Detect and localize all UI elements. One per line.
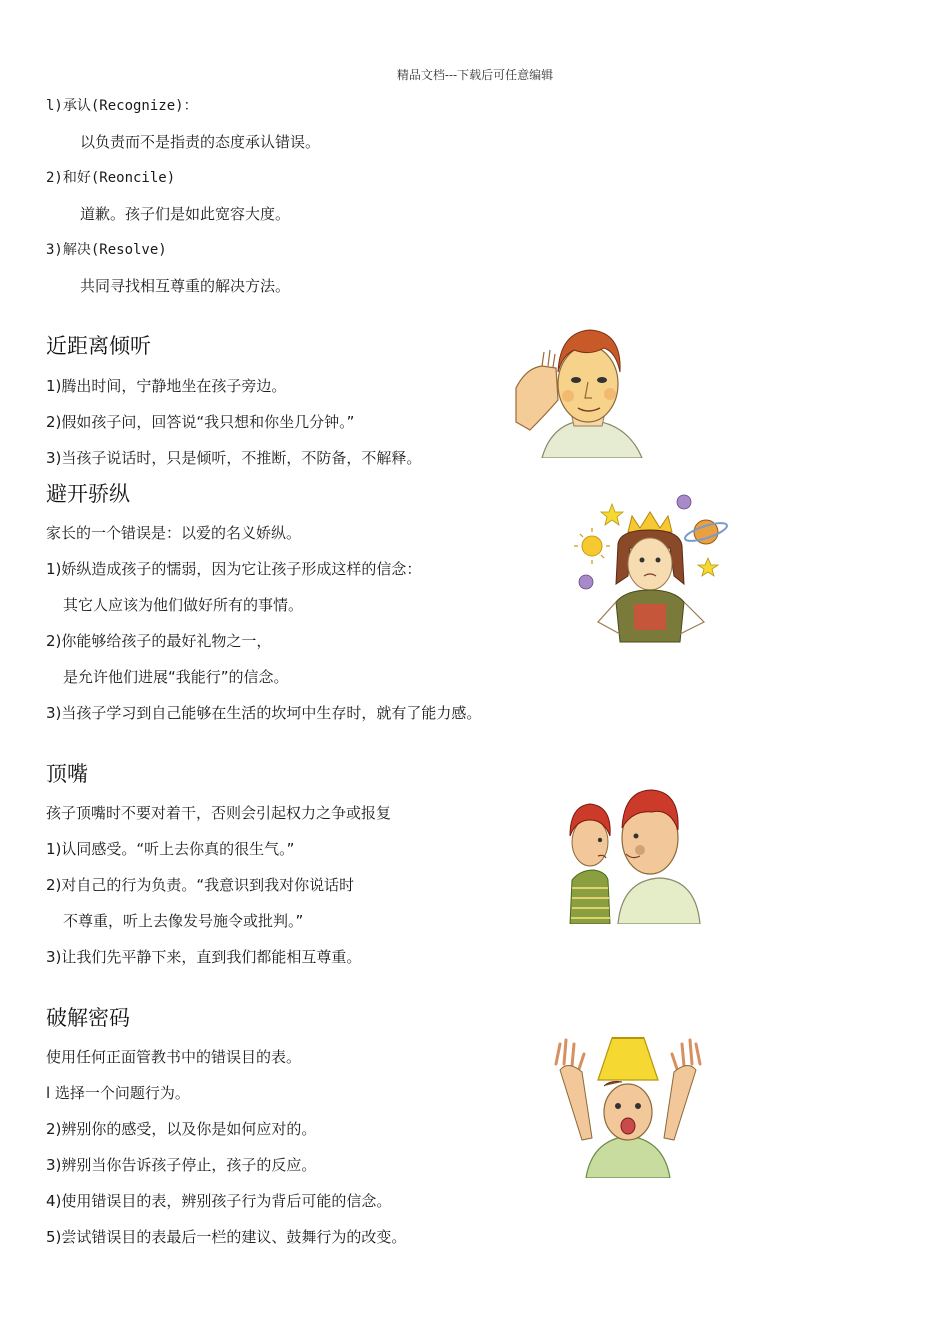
code-line: 2)辨别你的感受，以及你是如何应对的。 <box>46 1120 317 1138</box>
heading-backtalk: 顶嘴 <box>46 762 88 786</box>
listening-line: 1)腾出时间，宁静地坐在孩子旁边。 <box>46 377 287 395</box>
heading-code: 破解密码 <box>46 1006 130 1030</box>
spoiling-line: 3)当孩子学习到自己能够在生活的坎坷中生存时，就有了能力感。 <box>46 704 482 722</box>
intro-item1-desc: 以负责而不是指责的态度承认错误。 <box>80 133 321 151</box>
lampshade-child-illustration <box>552 1030 704 1178</box>
crowned-child-illustration <box>566 492 736 654</box>
backtalk-line: 不尊重，听上去像发号施令或批判。” <box>63 912 304 930</box>
watermark: 精品文档---下载后可任意编辑 <box>396 68 554 82</box>
child-and-father-illustration <box>560 784 704 924</box>
backtalk-line: 3)让我们先平静下来，直到我们都能相互尊重。 <box>46 948 362 966</box>
listening-line: 3)当孩子说话时，只是倾听，不推断，不防备，不解释。 <box>46 449 422 467</box>
spoiling-line: 其它人应该为他们做好所有的事情。 <box>63 596 304 614</box>
backtalk-line: 孩子顶嘴时不要对着干，否则会引起权力之争或报复 <box>46 804 392 822</box>
spoiling-line: 是允许他们进展“我能行”的信念。 <box>63 668 289 686</box>
spoiling-line: 家长的一个错误是：以爱的名义娇纵。 <box>46 524 302 542</box>
code-line: 3)辨别当你告诉孩子停止，孩子的反应。 <box>46 1156 317 1174</box>
code-line: 使用任何正面管教书中的错误目的表。 <box>46 1048 302 1066</box>
backtalk-line: 2)对自己的行为负责。“我意识到我对你说话时 <box>46 876 355 894</box>
spoiling-line: 1)娇纵造成孩子的懦弱，因为它让孩子形成这样的信念： <box>46 560 422 578</box>
intro-item2-desc: 道歉。孩子们是如此宽容大度。 <box>80 205 291 223</box>
code-line: l 选择一个问题行为。 <box>46 1084 190 1102</box>
code-line: 4)使用错误目的表，辨别孩子行为背后可能的信念。 <box>46 1192 392 1210</box>
intro-item3-title: 3)解决(Resolve) <box>46 242 167 258</box>
intro-item2-title: 2)和好(Reoncile) <box>46 170 176 186</box>
heading-spoiling: 避开骄纵 <box>46 482 130 506</box>
intro-item1-title: l)承认(Recognize)： <box>46 98 198 114</box>
code-line: 5)尝试错误目的表最后一栏的建议、鼓舞行为的改变。 <box>46 1228 407 1246</box>
heading-listening: 近距离倾听 <box>46 334 151 358</box>
listening-line: 2)假如孩子问，回答说“我只想和你坐几分钟。” <box>46 413 355 431</box>
backtalk-line: 1)认同感受。“听上去你真的很生气。” <box>46 840 295 858</box>
spoiling-line: 2)你能够给孩子的最好礼物之一， <box>46 632 272 650</box>
listening-man-illustration <box>512 322 662 458</box>
intro-item3-desc: 共同寻找相互尊重的解决方法。 <box>80 277 291 295</box>
